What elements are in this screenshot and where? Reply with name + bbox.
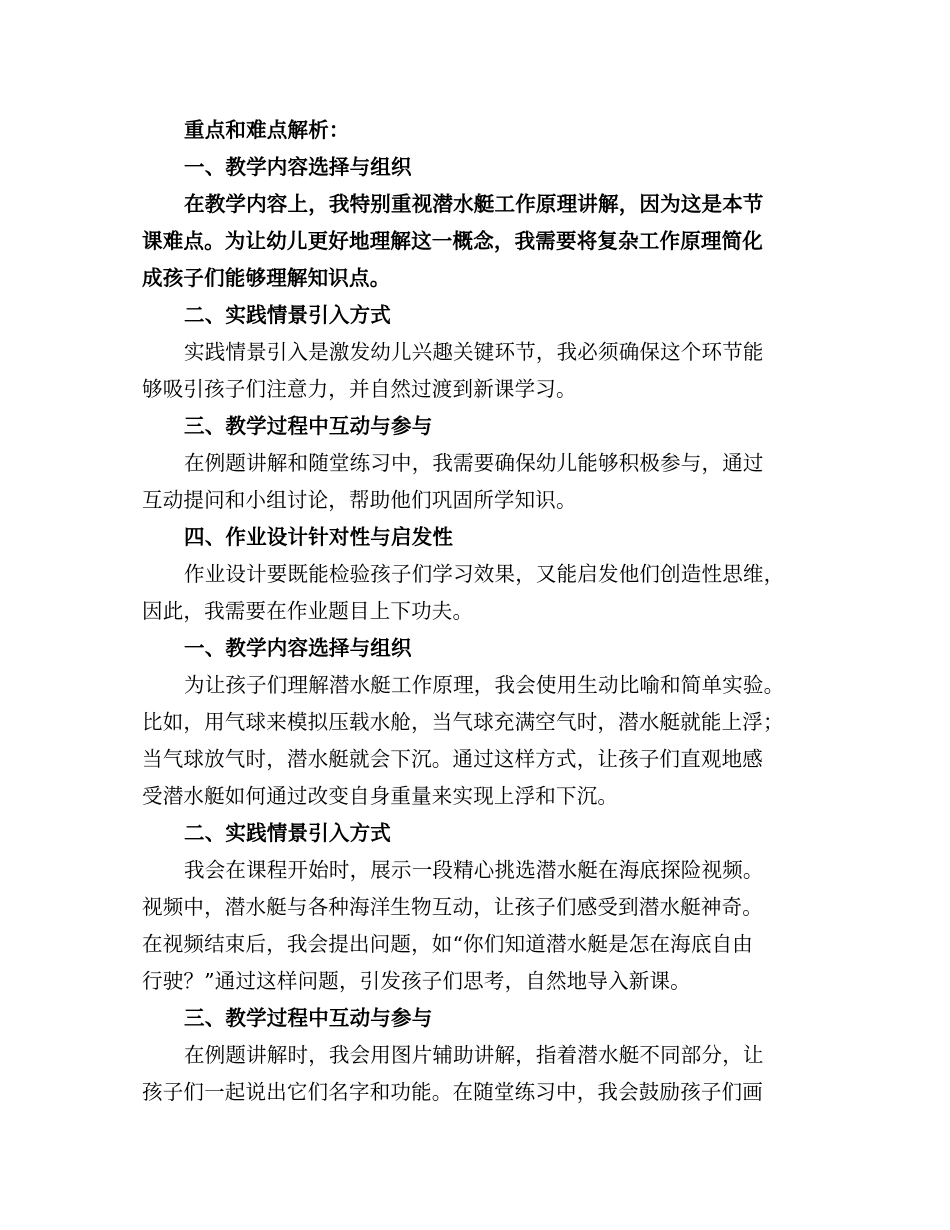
paragraph-line: 互动提问和小组讨论，帮助他们巩固所学知识。	[142, 488, 577, 512]
paragraph-line: 行驶？”通过这样问题，引发孩子们思考，自然地导入新课。	[142, 969, 691, 993]
paragraph-line: 课难点。为让幼儿更好地理解这一概念，我需要将复杂工作原理简化	[142, 229, 763, 253]
paragraph-line: 我会在课程开始时，展示一段精心挑选潜水艇在海底探险视频。	[184, 858, 764, 882]
section-heading: 重点和难点解析：	[184, 118, 350, 142]
paragraph-line: 够吸引孩子们注意力，并自然过渡到新课学习。	[142, 377, 577, 401]
paragraph-line: 在例题讲解和随堂练习中，我需要确保幼儿能够积极参与，通过	[184, 451, 764, 475]
section-heading: 一、教学内容选择与组织	[184, 155, 412, 179]
paragraph-line: 视频中，潜水艇与各种海洋生物互动，让孩子们感受到潜水艇神奇。	[142, 895, 763, 919]
paragraph-line: 作业设计要既能检验孩子们学习效果，又能启发他们创造性思维，	[184, 562, 785, 586]
paragraph-line: 在教学内容上，我特别重视潜水艇工作原理讲解，因为这是本节	[184, 192, 764, 216]
paragraph-line: 在例题讲解时，我会用图片辅助讲解，指着潜水艇不同部分，让	[184, 1043, 764, 1067]
paragraph-line: 在视频结束后，我会提出问题，如“你们知道潜水艇是怎在海底自由	[142, 932, 753, 956]
paragraph-line: 受潜水艇如何通过改变自身重量来实现上浮和下沉。	[142, 784, 619, 808]
section-heading: 二、实践情景引入方式	[184, 303, 391, 327]
paragraph-line: 比如，用气球来模拟压载水舱，当气球充满空气时，潜水艇就能上浮；	[142, 710, 784, 734]
paragraph-line: 因此，我需要在作业题目上下功夫。	[142, 599, 474, 623]
document-body	[142, 112, 802, 1111]
section-heading: 三、教学过程中互动与参与	[184, 414, 433, 438]
paragraph-line: 成孩子们能够理解知识点。	[142, 266, 391, 290]
section-heading: 四、作业设计针对性与启发性	[184, 525, 454, 549]
section-heading: 二、实践情景引入方式	[184, 821, 391, 845]
paragraph-line: 当气球放气时，潜水艇就会下沉。通过这样方式，让孩子们直观地感	[142, 747, 763, 771]
paragraph-line: 孩子们一起说出它们名字和功能。在随堂练习中，我会鼓励孩子们画	[142, 1080, 763, 1104]
section-heading: 一、教学内容选择与组织	[184, 636, 412, 660]
paragraph-line: 实践情景引入是激发幼儿兴趣关键环节，我必须确保这个环节能	[184, 340, 764, 364]
paragraph-line: 为让孩子们理解潜水艇工作原理，我会使用生动比喻和简单实验。	[184, 673, 785, 697]
section-heading: 三、教学过程中互动与参与	[184, 1006, 433, 1030]
